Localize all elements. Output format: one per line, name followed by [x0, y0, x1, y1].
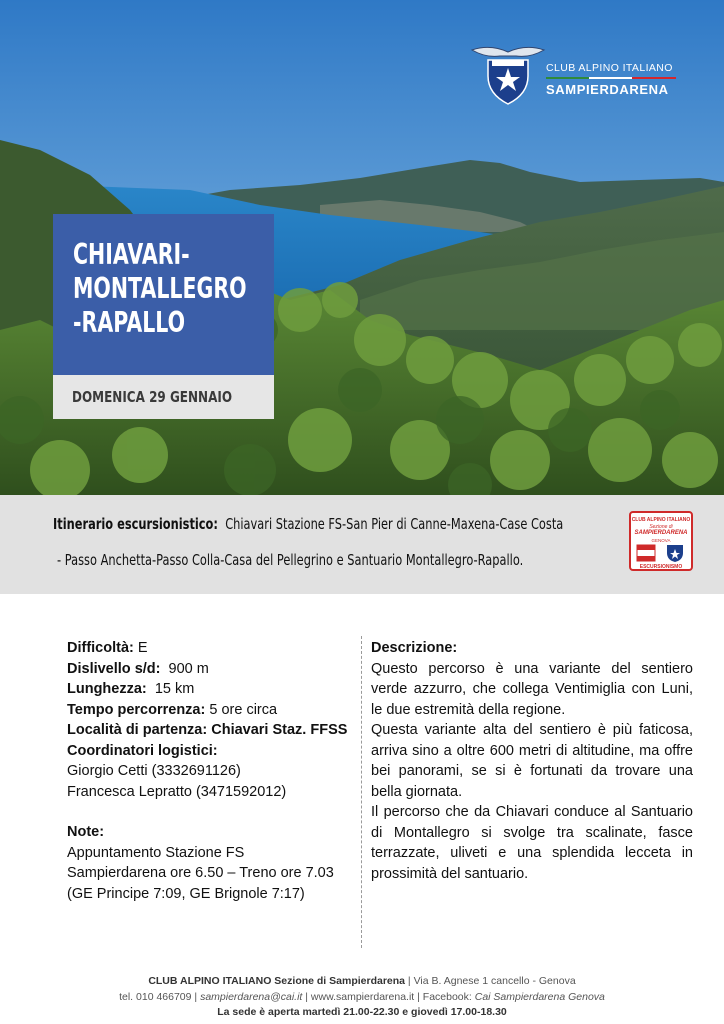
- column-divider: [361, 636, 362, 948]
- badge-line-5: ESCURSIONISMO: [639, 564, 683, 570]
- page-title: CHIAVARI- MONTALLEGRO -RAPALLO: [73, 238, 247, 339]
- hero-photo: [0, 0, 724, 495]
- elevation-label: Dislivello s/d:: [67, 660, 161, 677]
- itinerary-line-2: - Passo Anchetta-Passo Colla-Casa del Pellegrino e Santuario Montallegro-Rapallo.: [57, 551, 524, 569]
- badge-line-2: Sezione di: [649, 524, 673, 530]
- difficulty-label: Difficoltà:: [67, 640, 134, 656]
- footer-line-2: tel. 010 466709 | sampierdarena@cai.it | www.sampierdarena.it | Facebook: Cai Sampierdarena Genova: [119, 990, 605, 1003]
- elevation-value: 900 m: [168, 660, 209, 677]
- coordinator-2: Francesca Lepratto (3471592012): [67, 783, 287, 800]
- time-label: Tempo percorrenza:: [67, 701, 206, 718]
- footer-org: CLUB ALPINO ITALIANO Sezione di Sampierdarena: [148, 975, 406, 987]
- notes-text: Appuntamento Stazione FS Sampierdarena ore 6.50 – Treno ore 7.03 (GE Principe 7:09, GE Brignole 7:17): [67, 844, 334, 902]
- tricolor-line: [546, 77, 676, 79]
- logo-section-name: SAMPIERDARENA: [546, 82, 669, 97]
- footer-phone: tel. 010 466709: [119, 990, 192, 1003]
- length-value: 15 km: [154, 681, 195, 697]
- difficulty-value: E: [137, 640, 148, 656]
- footer-facebook-link[interactable]: Cai Sampierdarena Genova: [474, 990, 605, 1003]
- difficulty-row: [67, 638, 357, 659]
- eagle-emblem-icon: [470, 42, 546, 106]
- itinerary-text-1: Chiavari Stazione FS-San Pier di Canne-Maxena-Case Costa: [225, 515, 564, 533]
- description-paragraph-1: Questo percorso è una variante del sentiero verde azzurro, che collega Ventimiglia con Luni, le due estremità della regione.: [371, 660, 693, 718]
- description-paragraph-2: Questa variante alta del sentiero è più faticosa, arriva sino a oltre 600 metri di altitudine, ma offre bei panorami, se si è fortunati da trovare una bella giornata.: [371, 722, 693, 800]
- elevation-row: [67, 659, 357, 680]
- start-label: Località di partenza:: [67, 722, 208, 738]
- footer-email-link[interactable]: sampierdarena@cai.it: [200, 990, 303, 1003]
- length-label: Lunghezza:: [67, 681, 147, 697]
- start-value: Chiavari Staz. FFSS: [211, 722, 348, 738]
- coordinators-label: Coordinatori logistici:: [67, 742, 218, 759]
- logo-org-name: CLUB ALPINO ITALIANO: [546, 62, 673, 74]
- itinerary-band: [0, 495, 724, 594]
- date-box: [53, 375, 274, 419]
- footer-line-3: [0, 1005, 724, 1021]
- title-box: [53, 214, 274, 375]
- trail-marker-icon: [635, 543, 687, 563]
- badge-line-4: GENOVA: [651, 538, 671, 543]
- footer: [0, 974, 724, 1021]
- notes-heading: [67, 822, 357, 843]
- time-value: 5 ore circa: [209, 701, 278, 718]
- itinerary-line-1: [53, 515, 563, 533]
- description-paragraph-3: Il percorso che da Chiavari conduce al Santuario di Montallegro si svolge tra scalinate, fasce terrazzate, uliveti e una splendida lecceta in prossimità del santuario.: [371, 804, 693, 882]
- description-label: Descrizione:: [371, 640, 458, 656]
- footer-address: Via B. Agnese 1 cancello - Genova: [413, 975, 576, 987]
- badge-line-1: CLUB ALPINO ITALIANO: [631, 517, 691, 523]
- itinerary-label: Itinerario escursionistico:: [53, 515, 218, 533]
- coordinator-1: Giorgio Cetti (3332691126): [67, 763, 241, 779]
- length-row: [67, 679, 357, 700]
- notes-label: Note:: [67, 824, 105, 840]
- footer-line-1: CLUB ALPINO ITALIANO Sezione di Sampierdarena | Via B. Agnese 1 cancello - Genova: [148, 975, 576, 987]
- escursionismo-badge: [629, 511, 693, 571]
- trip-details: [67, 638, 357, 904]
- description: [371, 638, 693, 884]
- start-row: [67, 720, 357, 741]
- footer-website-link[interactable]: www.sampierdarena.it: [310, 990, 415, 1003]
- footer-hours: La sede è aperta martedì 21.00-22.30 e giovedì 17.00-18.30: [217, 1006, 507, 1018]
- cai-logo: [470, 42, 690, 108]
- event-date: DOMENICA 29 GENNAIO: [72, 388, 233, 406]
- footer-facebook-label: Facebook:: [422, 990, 472, 1003]
- coordinators-row: [67, 741, 357, 762]
- badge-line-3: SAMPIERDARENA: [634, 530, 688, 536]
- time-row: [67, 700, 357, 721]
